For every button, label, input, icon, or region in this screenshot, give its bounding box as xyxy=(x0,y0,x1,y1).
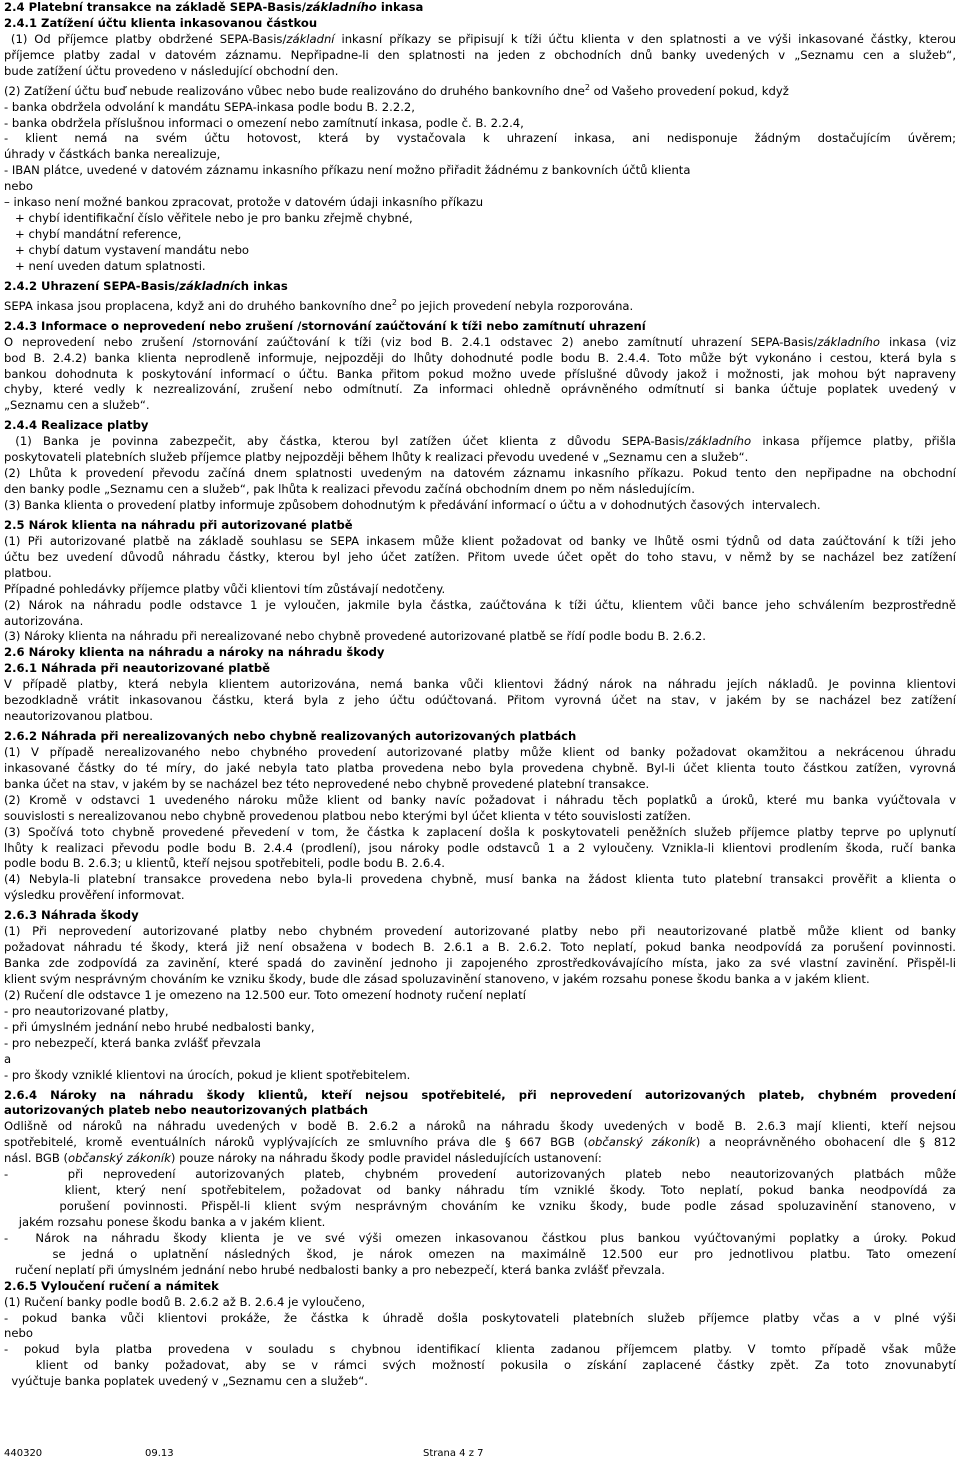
text-line: (1) Od příjemce platby obdržené SEPA-Basis/základní inkasní příkazy se připisují k tíži účtu klienta v den splatnosti a ve výši inkasované částky, kterou xyxy=(4,31,956,46)
text-line: + není uveden datum splatnosti. xyxy=(4,258,206,273)
text-line: (3) Banka klienta o provedení platby informuje způsobem dohodnutým k předávání informací o účtu a v dohodnutých časových intervalech. xyxy=(4,497,821,512)
page-footer xyxy=(4,1448,956,1462)
text-line: (2) Zatížení účtu buď nebude realizováno vůbec nebo bude realizováno do druhého bankovního dne$^2$ od Vašeho provedení pokud, když xyxy=(4,82,789,98)
text-line: neautorizovanou platbou. xyxy=(4,709,153,724)
text-line: (2) Kromě v odstavci 1 uvedeného nároku může klient od banky navíc požadovat i náhradu těch poplatků a úroků, které mu banka vyúčtovala v xyxy=(4,792,956,807)
section-heading: 2.6.4 Nároky na náhradu škody klientů, kteří nejsou spotřebitelé, při neprovedení autorizovaných plateb, chybném provedení xyxy=(4,1087,956,1102)
text-line: souvislosti s nerealizovanou nebo chybně provedenou platbou nebo kterými byl účet klienta v této souvislosti zatížen. xyxy=(4,808,691,823)
text-line: klient svým nesprávným chováním ke vzniku škody, bude dle zásad spoluzavinění stanoveno, v jakém rozsahu ponese škodu banka a v jakém klient. xyxy=(4,971,870,986)
text-line: + chybí mandátní reference, xyxy=(4,227,182,242)
text-line: + chybí identifikační číslo věřitele nebo je pro banku zřejmě chybné, xyxy=(4,211,413,226)
text-line: (2) Lhůta k provedení převodu začíná dnem splatnosti uvedeným na datovém záznamu inkasního příkazu. Pokud tento den nepřipadne na obchodní xyxy=(4,466,956,481)
text-line: - pro škody vzniklé klientovi na úrocích, pokud je klient spotřebitelem. xyxy=(4,1067,411,1082)
footer-form-date: 09.13 xyxy=(145,1448,174,1459)
text-line: bod B. 2.4.2) banka klienta neprodleně informuje, nejpozději do lhůty dohodnuté podle bodu B. 2.4.4. Toto může být vykonáno i cestou, která byla s xyxy=(4,350,956,365)
text-line: - banka obdržela příslušnou informaci o omezení nebo zamítnutí inkasa, podle č. B. 2.2.4, xyxy=(4,115,524,130)
text-line: (1) Při neprovedení autorizované platby nebo chybném provedení autorizované platby nebo při neautorizované platbě může klient od banky xyxy=(4,924,956,939)
section-heading: 2.4 Platební transakce na základě SEPA-Basis/základního inkasa xyxy=(4,0,424,14)
text-line: - pro nebezpečí, která banka zvlášť převzala xyxy=(4,1035,262,1050)
text-line: klient, který není spotřebitelem, požadovat od banky náhradu tím vzniklé škody. Toto neplatí, pokud banka neodpovídá za xyxy=(4,1183,956,1198)
text-line: - Nárok na náhradu škody klienta je ve své výši omezen inkasovanou částkou plus bankou vyúčtovanými poplatky a úroky. Pokud xyxy=(4,1230,956,1245)
section-heading: 2.6.1 Náhrada při neautorizované platbě xyxy=(4,661,270,676)
text-line: (2) Ručení dle odstavce 1 je omezeno na 12.500 eur. Toto omezení hodnoty ručení neplatí xyxy=(4,987,526,1002)
text-line: - pro neautorizované platby, xyxy=(4,1003,169,1018)
text-line: - banka obdržela odvolání k mandátu SEPA-inkasa podle bodu B. 2.2.2, xyxy=(4,99,415,114)
text-line: - IBAN plátce, uvedené v datovém záznamu inkasního příkazu není možno přiřadit žádnému z bankovních účtů klienta xyxy=(4,163,691,178)
text-line: výsledku prověření informovat. xyxy=(4,888,185,903)
text-line: (3) Nároky klienta na náhradu při nerealizované nebo chybně provedené autorizované platbě se řídí podle bodu B. 2.6.2. xyxy=(4,629,706,644)
section-heading: autorizovaných plateb nebo neautorizovaných platbách xyxy=(4,1103,368,1118)
text-line: bude zatížení účtu provedeno v následující obchodní den. xyxy=(4,63,339,78)
text-line: (2) Nárok na náhradu podle odstavce 1 je vyloučen, jakmile byla částka, zaúčtována k tíži účtu, klientem vůči bance jeho schválením bezprostředně xyxy=(4,597,956,612)
text-line: vyúčtuje banka poplatek uvedený v „Seznamu cen a služeb“. xyxy=(4,1374,368,1389)
text-line: - při neprovedení autorizovaných plateb, chybném provedení autorizovaných plateb nebo neautorizovaných platbách může xyxy=(4,1167,956,1182)
section-heading: 2.5 Nárok klienta na náhradu při autorizované platbě xyxy=(4,517,353,532)
section-heading: 2.6.2 Náhrada při nerealizovaných nebo chybně realizovaných autorizovaných platbách xyxy=(4,729,577,744)
text-line: (3) Spočívá toto chybně provedené převedení v tom, že částka k zaplacení došla k poskytovateli peněžních služeb příjemce platby teprve po uplynutí xyxy=(4,824,956,839)
text-line: – inkaso není možné bankou zpracovat, protože v datovém údaji inkasního příkazu xyxy=(4,195,484,210)
text-line: SEPA inkasa jsou proplacena, když ani do druhého bankovního dne$^2$ po jejich provedení nebyla rozporována. xyxy=(4,297,634,313)
document-body xyxy=(4,0,956,1390)
text-line: Případné pohledávky příjemce platby vůči klientovi tím zůstávají nedotčeny. xyxy=(4,581,446,596)
section-heading: 2.4.1 Zatížení účtu klienta inkasovanou částkou xyxy=(4,15,318,30)
text-line: O neprovedení nebo zrušení /stornování zaúčtování k tíži (viz bod B. 2.4.1 odstavec 2) anebo zamítnutí uhrazení SEPA-Basis/základního inkasa (viz xyxy=(4,334,956,349)
text-line: - pokud banka vůči klientovi prokáže, že částka k úhradě došla poskytovateli platebních služeb příjemce platby včas a v plné výši xyxy=(4,1310,956,1325)
text-line: ručení neplatí při úmyslném jednání nebo hrubé nedbalosti banky a pro nebezpečí, která banka zvlášť převzala. xyxy=(4,1262,665,1277)
section-heading: 2.4.2 Uhrazení SEPA-Basis/základních inkas xyxy=(4,278,288,293)
text-line: bankou dohodnuta k poskytování informací o účtu. Banka přitom pokud možno uvede příslušné důvody jakož i možnosti, jak mohou být napraveny xyxy=(4,366,956,381)
text-line: podle bodu B. 2.6.3; u klientů, kteří nejsou spotřebiteli, podle bodu B. 2.6.4. xyxy=(4,856,445,871)
text-line: (1) V případě nerealizovaného nebo chybného provedení autorizované platby může klient od banky požadovat okamžitou a nekrácenou úhradu xyxy=(4,744,956,759)
text-line: den banky podle „Seznamu cen a služeb“, pak lhůta k realizaci převodu začíná obchodním dnem po něm následujícím. xyxy=(4,482,695,497)
section-heading: 2.6 Nároky klienta na náhradu a nároky na náhradu škody xyxy=(4,645,385,660)
text-line: banka účet na stav, v jakém by se nacházel bez této neprovedené nebo chybně provedené platební transakce. xyxy=(4,776,650,791)
text-line: účtu bez uvedení důvodů náhradu částky, kterou byl jeho účet zatížen. Přitom uvede účet opět do toho stavu, v němž by se nacházel bez zatížení xyxy=(4,549,956,564)
text-line: spotřebitelé, kromě eventuálních nároků vyplývajících ze smluvního práva dle § 667 BGB (občanský zákoník) a neoprávněného obohacení dle § 812 xyxy=(4,1135,956,1150)
text-line: - při úmyslném jednání nebo hrubé nedbalosti banky, xyxy=(4,1019,315,1034)
text-line: (1) Při autorizované platbě na základě souhlasu se SEPA inkasem může klient požadovat od banky ve lhůtě osmi týdnů od data zaúčtování k tíži jeho xyxy=(4,533,956,548)
text-line: bezodkladně vrátit inkasovanou částku, která byla z jeho účtu odúčtovaná. Přitom vyrovná účet na stav, v jakém by se nacházel bez zatížení xyxy=(4,693,956,708)
text-line: Banka zde zodpovídá za zavinění, které spadá do zavinění jednoho ji zapojeného zprostředkovávajícího místa, jako za své vlastní zavinění. Přispěl-li xyxy=(4,956,956,971)
text-line: se jedná o uplatnění následných škod, je nárok omezen na maximálně 12.500 eur pro jednotlivou platbu. Tato omezení xyxy=(4,1246,956,1261)
text-line: (1) Banka je povinna zabezpečit, aby částka, kterou byl zatížen účet klienta z důvodu SEPA-Basis/základního inkasa příjemce platby, přišla xyxy=(4,434,956,449)
text-line: a xyxy=(4,1051,12,1066)
text-line: lhůty k realizaci převodu podle bodu B. 2.4.4 (prodlení), jsou nároky podle odstavců 1 a 2 vyloučeny. Vznikla-li klientovi prodlením škoda, ručí banka xyxy=(4,840,956,855)
text-line: nebo xyxy=(4,1326,33,1341)
section-heading: 2.6.5 Vyloučení ručení a námitek xyxy=(4,1278,219,1293)
text-line: příjemce platby zadal v datovém záznamu. Nepřipadne-li den splatnosti na jeden z obchodních dnů banky uvedených v „Seznamu cen a služeb“, xyxy=(4,47,956,62)
text-line: (4) Nebyla-li platební transakce provedena nebo byla-li provedena chybně, musí banka na žádost klienta tuto platební transakci prověřit a klienta o xyxy=(4,872,956,887)
text-line: - pokud byla platba provedena v souladu s chybnou identifikací klienta zadanou příjemcem platby. V tomto případě však může xyxy=(4,1342,956,1357)
text-line: V případě platby, která nebyla klientem autorizována, nemá banka vůči klientovi žádný nárok na náhradu jejích nákladů. Je povinna klientovi xyxy=(4,677,956,692)
text-line: klient od banky požadovat, aby se v rámci svých možností pokusila o získání zaplacené částky zpět. Za toto znovunabytí xyxy=(4,1358,956,1373)
text-line: jakém rozsahu ponese škodu banka a v jakém klient. xyxy=(4,1214,326,1229)
text-line: chyby, které vedly k nezrealizování, zrušení nebo odmítnutí. Za informaci ohledně oprávněného odmítnutí si banka účtuje poplatek uvedený v xyxy=(4,382,956,397)
text-line: - klient nemá na svém účtu hotovost, která by vystačovala k uhrazení inkasa, ani nedisponuje žádným dostačujícím úvěrem; xyxy=(4,131,956,146)
text-line: porušení povinnosti. Přispěl-li klient svým nesprávným chováním ke vzniku škody, bude podle zásad spoluzavinění stanoveno, v xyxy=(4,1199,956,1213)
text-line: Odlišně od nároků na náhradu uvedených v bodě B. 2.6.2 a nároků na náhradu škody uvedených v bodě B. 2.6.3 mají klienti, kteří nejsou xyxy=(4,1119,956,1134)
section-heading: 2.4.3 Informace o neprovedení nebo zrušení /stornování zaúčtování k tíži nebo zamítnutí uhrazení xyxy=(4,318,646,333)
section-heading: 2.4.4 Realizace platby xyxy=(4,418,149,433)
text-line: požadovat náhradu té škody, která již není obsažena v bodech B. 2.6.1 a B. 2.6.2. Toto neplatí, pokud banka neodpovídá za porušení povinnosti. xyxy=(4,940,956,955)
text-line: (1) Ručení banky podle bodů B. 2.6.2 až B. 2.6.4 je vyloučeno, xyxy=(4,1294,366,1309)
text-line: úhrady v částkách banka nerealizuje, xyxy=(4,147,221,162)
text-line: inkasované částky do té míry, do jaké nebyla tato platba provedena nebo byla provedena chybně. Byl-li účet klienta touto částkou zatížen, vyrovná xyxy=(4,760,956,775)
text-line: autorizována. xyxy=(4,613,84,628)
section-heading: 2.6.3 Náhrada škody xyxy=(4,908,139,923)
text-line: + chybí datum vystavení mandátu nebo xyxy=(4,243,250,258)
text-line: násl. BGB (občanský zákoník) pouze nároky na náhradu škody podle pravidel následujících ustanovení: xyxy=(4,1151,602,1166)
text-line: platbou. xyxy=(4,565,52,580)
text-line: nebo xyxy=(4,179,33,194)
footer-form-code: 440320 xyxy=(4,1448,43,1459)
text-line: poskytovateli platebních služeb příjemce platby nejpozději během lhůty k realizaci převodu uvedené v „Seznamu cen a služeb“. xyxy=(4,450,749,465)
text-line: „Seznamu cen a služeb“. xyxy=(4,398,150,413)
footer-page-number: Strana 4 z 7 xyxy=(423,1448,484,1459)
